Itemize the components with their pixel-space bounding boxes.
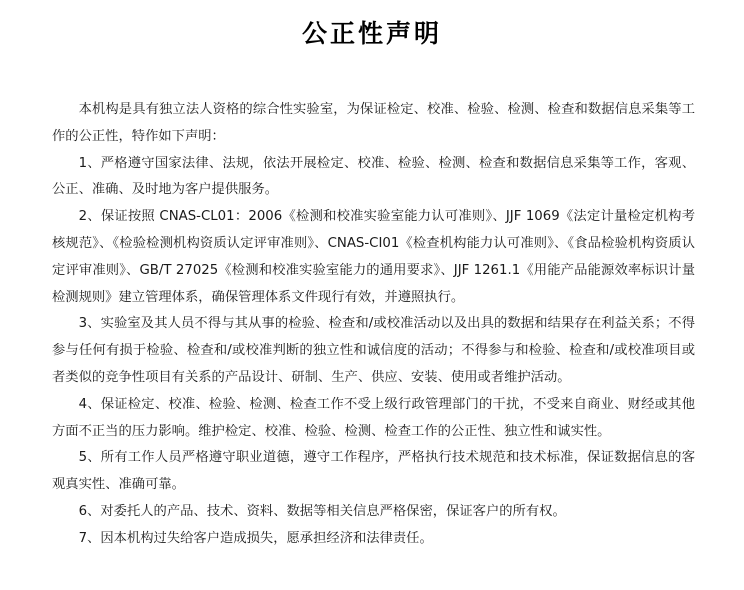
clause-7: 7、因本机构过失给客户造成损失，愿承担经济和法律责任。 [78,530,433,546]
clause-5: 5、所有工作人员严格遵守职业道德，遵守工作程序，严格执行技术规范和技术标准，保证数据信息的客观真实性、准确可靠。 [52,450,695,493]
clause-3: 3、实验室及其人员不得与其从事的检验、检查和/或校准活动以及出具的数据和结果存在利益关系；不得参与任何有损于检验、检查和/或校准判断的独立性和诚信度的活动；不得参与和检验、检查和/或校准项目或者类似的竞争性项目有关系的产品设计、研制、生产、供应、安装、使用或者维护活动。 [52,316,695,385]
clause-4: 4、保证检定、校准、检验、检测、检查工作不受上级行政管理部门的干扰，不受来自商业、财经或其他方面不正当的压力影响。维护检定、校准、检验、检测、检查工作的公正性、独立性和诚实性。 [52,396,695,439]
intro-paragraph: 本机构是具有独立法人资格的综合性实验室，为保证检定、校准、检验、检测、检查和数据信息采集等工作的公正性，特作如下声明： [52,102,695,144]
clause-6: 6、对委托人的产品、技术、资料、数据等相关信息严格保密，保证客户的所有权。 [78,503,566,519]
document-title: 公正性声明 [301,19,442,48]
clause-1: 1、严格遵守国家法律、法规，依法开展检定、校准、检验、检测、检查和数据信息采集等工作，客观、公正、准确、及时地为客户提供服务。 [52,155,695,198]
document-body [52,97,695,553]
clause-2: 2、保证按照 CNAS-CL01：2006《检测和校准实验室能力认可准则》、JJF 1069《法定计量检定机构考核规范》、《检验检测机构资质认定评审准则》、CNAS-CI01《检查机构能力认可准则》、《食品检验机构资质认定评审准则》、GB/T 27025《检测和校准实验室能力的通用要求》、JJF 1261.1《用能产品能源效率标识计量检测规则》建立管理体系，确保管理体系文件现行有效，并遵照执行。 [52,209,695,305]
